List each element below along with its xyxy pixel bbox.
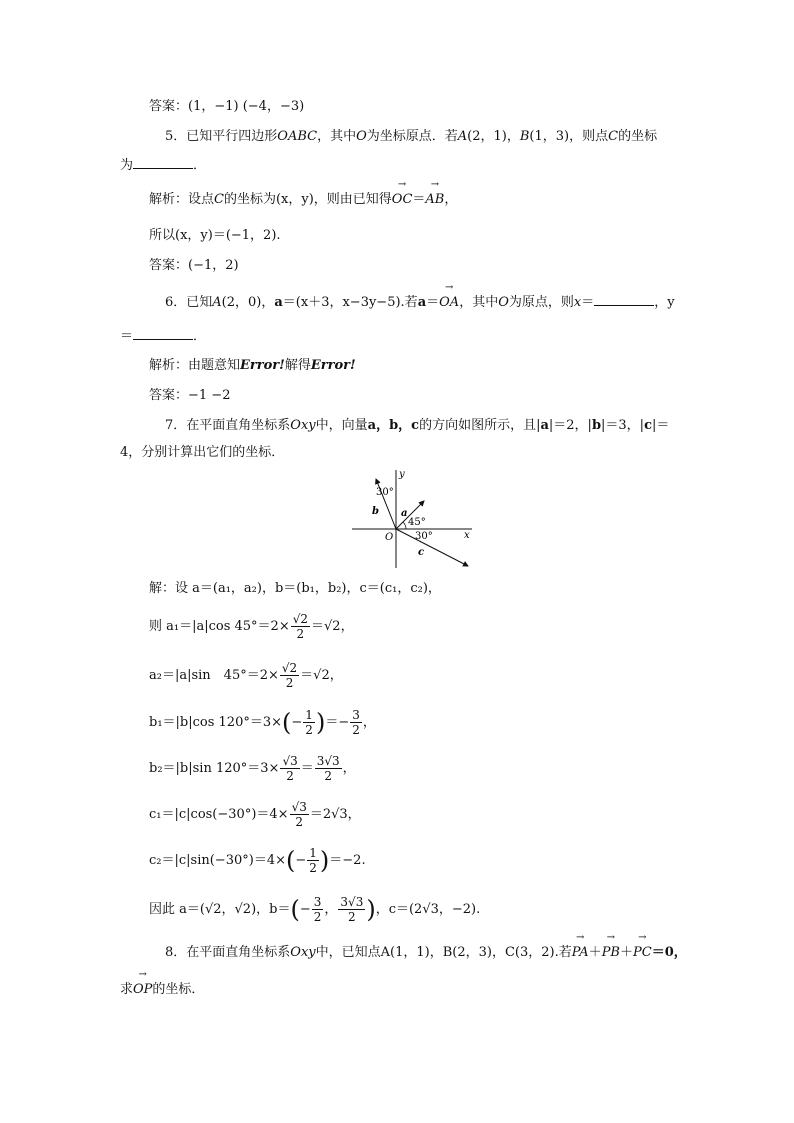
q7-c1: c₁＝|c|cos(−30°)＝4× $\frac{√3}{2}$ ＝2√3， xyxy=(149,800,361,829)
q7-final: 因此 a＝(√2，√2)，b＝(− $\frac{3}{2}$ ， $\frac{3√3}{2}$ )，c＝(2√3，−2). xyxy=(149,895,481,924)
q5-analysis2: 所以(x，y)＝(−1，2). xyxy=(149,228,281,243)
vector-oc: → OC xyxy=(392,191,413,209)
vector-pc: → PC xyxy=(633,944,652,962)
q7-sol1: 解：设 a＝(a₁，a₂)，b＝(b₁，b₂)，c＝(c₁，c₂)， xyxy=(149,581,441,596)
angle-30-top: 30° xyxy=(376,487,394,498)
answer-blank xyxy=(594,293,654,306)
angle-45: 45° xyxy=(408,517,426,528)
q7-b1: b₁＝|b|cos 120°＝3×(− $\frac{1}{2}$ )＝− $\frac{3}{2}$ ， xyxy=(149,708,376,737)
q5-line1: 5．已知平行四边形OABC，其中O为坐标原点．若A(2，1)，B(1，3)，则点C的坐标 xyxy=(165,129,658,144)
angle-arc-45 xyxy=(403,522,406,529)
vector-b-label: b xyxy=(372,506,379,517)
vector-pa: → PA xyxy=(572,944,589,962)
q7-a1: 则 a₁＝|a|cos 45°＝2× $\frac{√2}{2}$ ＝√2， xyxy=(149,612,354,641)
q5-answer: 答案：(−1，2) xyxy=(149,258,239,273)
q6-answer: 答案：−1 −2 xyxy=(149,388,231,403)
vector-op: → OP xyxy=(133,981,152,999)
answer-blank xyxy=(133,156,193,169)
vector-ab: → AB xyxy=(425,191,444,209)
x-axis-label: x xyxy=(464,530,470,541)
q8-line2: 求→ OP的坐标． xyxy=(120,981,204,999)
vector-diagram xyxy=(350,468,475,571)
answer-4: 答案：(1，−1) (−4，−3) xyxy=(149,99,305,114)
q8-line1: 8．在平面直角坐标系Oxy中，已知点A(1，1)，B(2，3)，C(3，2).若→ PA＋→ PB＋→ PC＝0， xyxy=(165,944,687,962)
q7-line1: 7．在平面直角坐标系Oxy中，向量a，b，c的方向如图所示，且|a|＝2，|b|＝3，|c|＝ xyxy=(165,418,670,433)
q5-analysis1: 解析：设点C的坐标为(x，y)，则由已知得→ OC＝→ AB， xyxy=(149,191,457,209)
vector-a-label: a xyxy=(401,508,408,519)
q6-line2: ＝ ． xyxy=(120,329,207,344)
vector-oa: → OA xyxy=(439,294,459,312)
q7-line2: 4，分别计算出它们的坐标． xyxy=(120,445,285,460)
q6-line1: 6．已知A(2，0)，a＝(x＋3，x−3y−5).若a＝→ OA，其中O为原点，则x＝ ，y xyxy=(165,293,675,312)
origin-label: O xyxy=(385,532,394,543)
angle-30-bottom: 30° xyxy=(415,531,433,542)
q6-analysis: 解析：由题意知Error!解得Error! xyxy=(149,358,356,373)
q7-b2: b₂＝|b|sin 120°＝3× $\frac{√3}{2}$ ＝ $\frac{3√3}{2}$ ， xyxy=(149,754,356,783)
q5-line2: 为 ． xyxy=(120,158,207,173)
vector-c-label: c xyxy=(418,547,425,558)
vector-pb: → PB xyxy=(602,944,620,962)
answer-blank xyxy=(133,327,193,340)
q7-a2: a₂＝|a|sin 45°＝2× $\frac{√2}{2}$ ＝√2， xyxy=(149,661,343,690)
y-axis-label: y xyxy=(399,469,405,480)
q7-c2: c₂＝|c|sin(−30°)＝4×(− $\frac{1}{2}$ )＝−2. xyxy=(149,846,366,875)
